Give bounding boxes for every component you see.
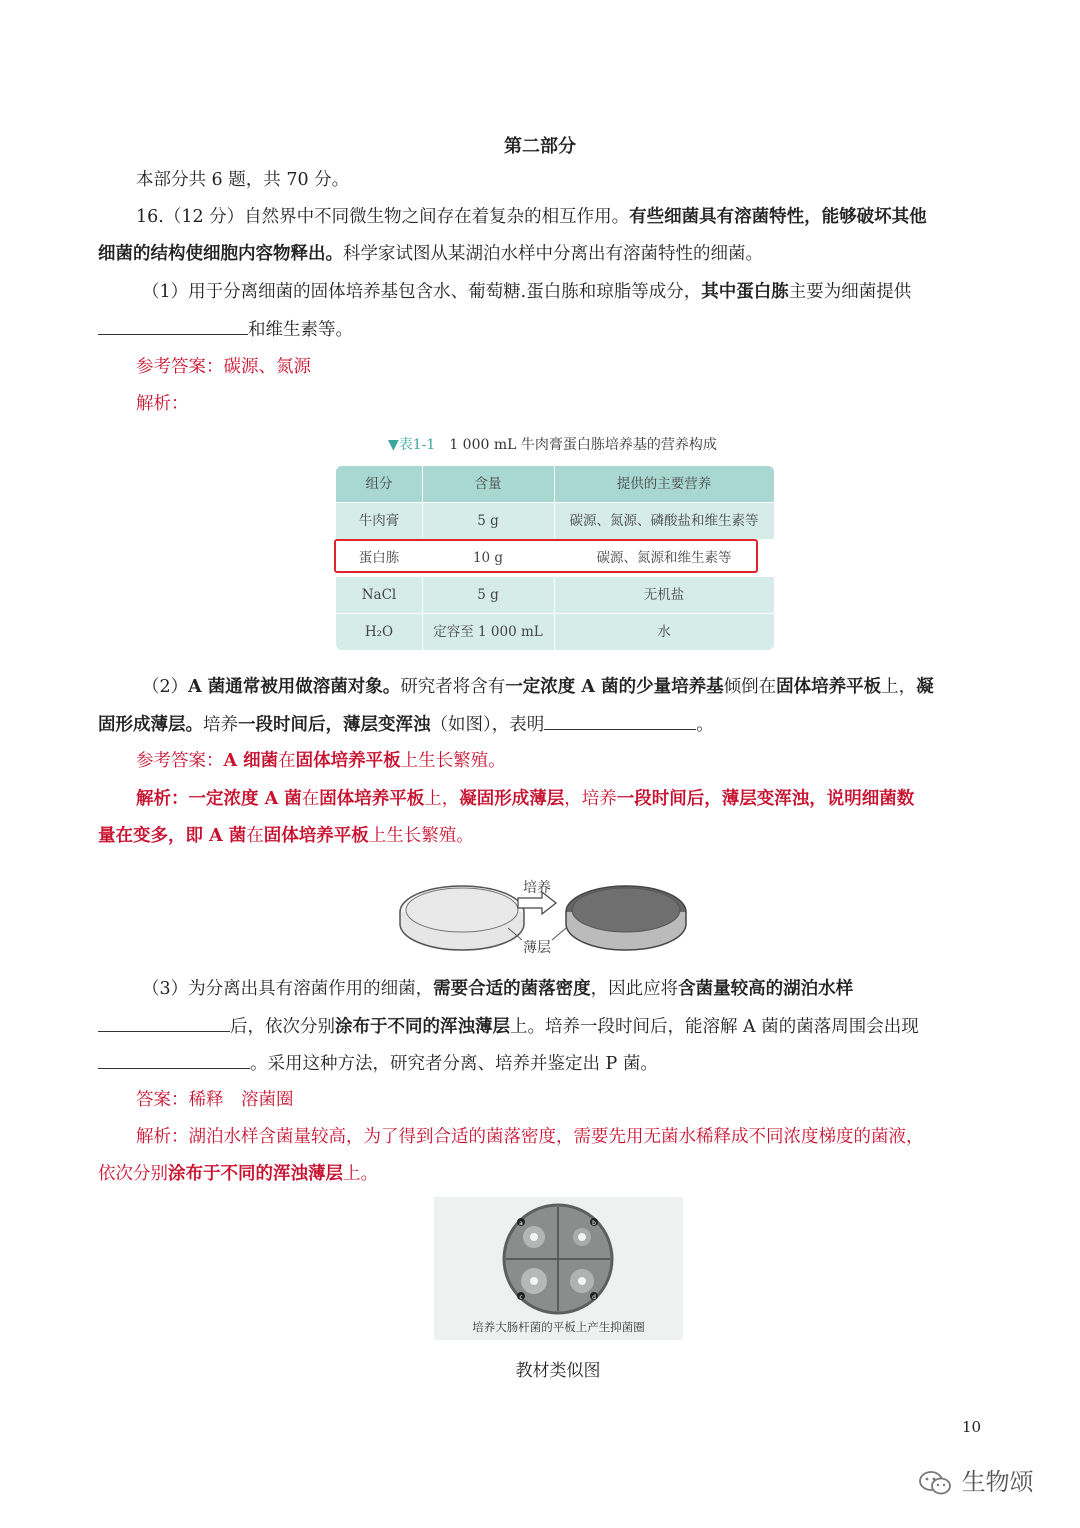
part2-analysis-line1 xyxy=(136,787,982,811)
analysis-emphasis: 固体培养平板 xyxy=(319,789,425,809)
analysis-emphasis: 一段时间后，薄层变浑浊，说明细菌数 xyxy=(616,789,915,809)
figure-caption: 培养大肠杆菌的平板上产生抑菌圈 xyxy=(472,1320,645,1334)
part3-text: ，因此应将 xyxy=(590,979,679,999)
analysis-text: 在 xyxy=(246,826,264,846)
analysis-emphasis: 量在变多，即 A 菌 xyxy=(98,826,247,846)
table-cell: 牛肉膏 xyxy=(336,503,423,539)
part1-text: （1）用于分离细菌的固体培养基包含水、葡萄糖.蛋白胨和琼脂等成分， xyxy=(142,282,702,302)
part3-emphasis: 需要合适的菌落密度 xyxy=(433,979,591,999)
answer-emphasis: 固体培养平板 xyxy=(295,751,401,771)
part3-analysis-line2 xyxy=(98,1162,982,1186)
table-header: 组分 xyxy=(336,466,423,502)
q16-line1 xyxy=(136,205,982,229)
part3-line2 xyxy=(98,1014,982,1039)
table-cell: 碳源、氮源和维生素等 xyxy=(596,550,732,566)
q16-stem-2: 科学家试图从某湖泊水样中分离出有溶菌特性的细菌。 xyxy=(343,244,763,264)
table-cell: H₂O xyxy=(336,614,423,650)
analysis-text: ，培养 xyxy=(564,789,617,809)
petri-dish-figure xyxy=(390,858,690,960)
figure-title: 教材类似图 xyxy=(515,1361,601,1381)
table-cell: 5 g xyxy=(422,577,555,613)
dish-after xyxy=(566,886,686,950)
table-cell: NaCl xyxy=(336,577,423,613)
quadrant-label: c xyxy=(519,1294,523,1301)
q16-line2 xyxy=(98,242,982,266)
part2-analysis-line2 xyxy=(98,824,982,848)
highlight-box xyxy=(334,539,758,573)
part2-text: 培养 xyxy=(203,715,238,735)
dish-before xyxy=(400,886,524,950)
answer-label: 参考答案： xyxy=(136,751,224,771)
quadrant-label: a xyxy=(519,1220,523,1227)
part2-line2 xyxy=(98,712,982,737)
petri-plate-photo xyxy=(434,1197,683,1315)
analysis-text: 上。 xyxy=(343,1164,378,1184)
part1-text-2: 主要为细菌提供 xyxy=(788,282,912,302)
part2-emphasis: 凝 xyxy=(916,677,934,697)
answer-blank xyxy=(98,1051,250,1069)
quadrant-label: b xyxy=(592,1220,596,1227)
table-cell: 10 g xyxy=(422,540,555,576)
part1-emphasis: 其中蛋白胨 xyxy=(701,282,789,302)
analysis-emphasis: 固体培养平板 xyxy=(263,826,369,846)
answer-emphasis: A 细菌 xyxy=(223,751,279,771)
table-title: 1 000 mL 牛肉膏蛋白胨培养基的营养构成 xyxy=(449,437,717,453)
part3-text: （3）为分离出具有溶菌作用的细菌， xyxy=(142,979,434,999)
table-cell: 5 g xyxy=(422,503,555,539)
analysis-text: 在 xyxy=(301,789,320,809)
table-header: 提供的主要营养 xyxy=(616,476,712,492)
part2-emphasis: 固体培养平板 xyxy=(776,677,882,697)
part3-text: 上。培养一段时间后，能溶解 A 菌的菌落周围会出现 xyxy=(510,1017,919,1037)
q16-emphasis: 有些细菌具有溶菌特性，能够破坏其他 xyxy=(629,207,927,227)
table-cell: 无机盐 xyxy=(643,587,685,603)
table-caption xyxy=(388,434,717,454)
part3-emphasis: 含菌量较高的湖泊水样 xyxy=(678,979,854,999)
part1-text-3: 和维生素等。 xyxy=(248,320,353,340)
part2-text: 研究者将含有 xyxy=(400,677,506,697)
table-header-row xyxy=(336,466,774,503)
part1-question xyxy=(142,280,1026,304)
answer-blank xyxy=(544,712,696,730)
part3-answer: 答案：稀释 溶菌圈 xyxy=(136,1090,294,1110)
part2-emphasis: A 菌通常被用做溶菌对象。 xyxy=(188,677,401,697)
answer-text: 上生长繁殖。 xyxy=(400,751,506,771)
part1-analysis-label: 解析： xyxy=(136,394,189,414)
table-row xyxy=(336,577,774,614)
watermark xyxy=(918,1462,1034,1497)
culture-label: 培养 xyxy=(523,881,551,896)
part1-line2 xyxy=(98,317,982,342)
q16-emphasis-2: 细菌的结构使细胞内容物释出。 xyxy=(98,244,343,264)
analysis-text: 上生长繁殖。 xyxy=(368,826,474,846)
part2-emphasis: 一定浓度 A 菌的少量培养基 xyxy=(505,677,724,697)
watermark-text: 生物颂 xyxy=(961,1468,1034,1496)
analysis-text: 上， xyxy=(424,789,460,809)
page-number: 10 xyxy=(962,1418,982,1436)
q16-stem: 16.（12 分）自然界中不同微生物之间存在着复杂的相互作用。 xyxy=(136,207,630,227)
part3-analysis-line1: 解析：湖泊水样含菌量较高，为了得到合适的菌落密度，需要先用无菌水稀释成不同浓度梯度的菌液， xyxy=(136,1127,924,1147)
table-cell: 蛋白胨 xyxy=(336,540,423,576)
wechat-icon xyxy=(918,1469,954,1497)
table-header: 含量 xyxy=(422,466,555,502)
answer-blank xyxy=(98,317,248,335)
part3-line1 xyxy=(142,977,1026,1001)
part2-emphasis: 固形成薄层。 xyxy=(98,715,203,735)
table-cell: 碳源、氮源、磷酸盐和维生素等 xyxy=(569,513,759,529)
inhibition-zone-figure xyxy=(434,1197,683,1340)
table-cell: 定容至 1 000 mL xyxy=(422,614,555,650)
section-intro: 本部分共 6 题，共 70 分。 xyxy=(136,170,350,190)
part2-text: 上， xyxy=(881,677,917,697)
part2-text: （如图），表明 xyxy=(430,715,545,735)
part3-emphasis: 涂布于不同的浑浊薄层 xyxy=(335,1017,510,1037)
analysis-emphasis: 凝固形成薄层 xyxy=(459,789,565,809)
answer-blank xyxy=(98,1014,230,1032)
section-title: 第二部分 xyxy=(504,136,576,157)
layer-label: 薄层 xyxy=(523,941,551,956)
part2-text: （2） xyxy=(142,677,189,697)
table-label: ▼表1-1 xyxy=(388,437,436,453)
table-row xyxy=(336,503,774,540)
part3-line3 xyxy=(98,1051,982,1076)
analysis-emphasis: 解析：一定浓度 A 菌 xyxy=(136,789,302,809)
analysis-emphasis: 涂布于不同的浑浊薄层 xyxy=(168,1164,343,1184)
analysis-text: 依次分别 xyxy=(98,1164,168,1184)
table-cell: 水 xyxy=(657,624,671,640)
part2-answer xyxy=(136,749,982,773)
part2-text: 倾倒在 xyxy=(723,677,777,697)
table-row xyxy=(336,614,774,650)
part3-text: 后，依次分别 xyxy=(230,1017,335,1037)
part2-text: 。 xyxy=(696,715,714,735)
part2-line1 xyxy=(142,675,1026,699)
part2-emphasis: 一段时间后，薄层变浑浊 xyxy=(238,715,431,735)
part3-text: 。采用这种方法，研究者分离、培养并鉴定出 P 菌。 xyxy=(250,1054,658,1074)
quadrant-label: d xyxy=(592,1294,596,1301)
answer-text: 在 xyxy=(278,751,296,771)
part1-answer: 参考答案：碳源、氮源 xyxy=(136,357,311,377)
